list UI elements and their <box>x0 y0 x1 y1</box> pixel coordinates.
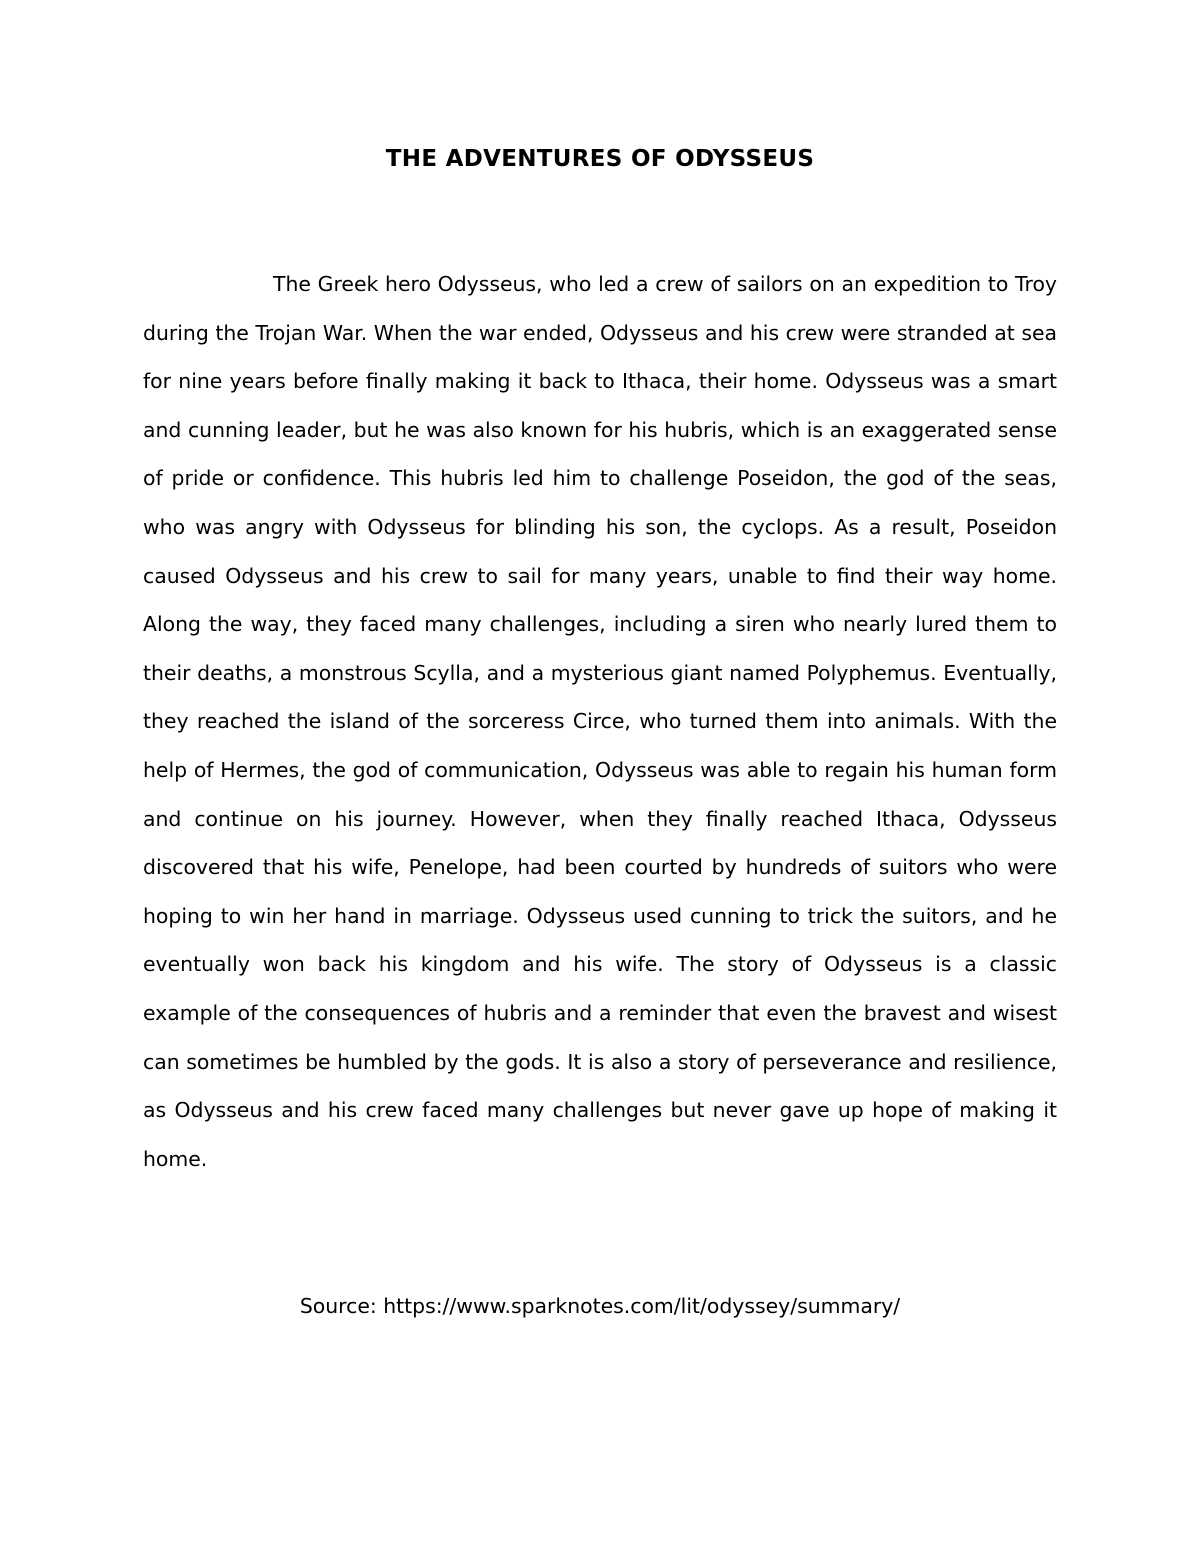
body-paragraph: The Greek hero Odysseus, who led a crew of sailors on an expedition to Troy during the Trojan War. When the war ended, Odysseus and his crew were stranded at sea for nine years before finally making it back to Ithaca, their home. Odysseus was a smart and cunning leader, but he was also known for his hubris, which is an exaggerated sense of pride or confidence. This hubris led him to challenge Poseidon, the god of the seas, who was angry with Odysseus for blinding his son, the cyclops. As a result, Poseidon caused Odysseus and his crew to sail for many years, unable to find their way home. Along the way, they faced many challenges, including a siren who nearly lured them to their deaths, a monstrous Scylla, and a mysterious giant named Polyphemus. Eventually, they reached the island of the sorceress Circe, who turned them into animals. With the help of Hermes, the god of communication, Odysseus was able to regain his human form and continue on his journey. However, when they finally reached Ithaca, Odysseus discovered that his wife, Penelope, had been courted by hundreds of suitors who were hoping to win her hand in marriage. Odysseus used cunning to trick the suitors, and he eventually won back his kingdom and his wife. The story of Odysseus is a classic example of the consequences of hubris and a reminder that even the bravest and wisest can sometimes be humbled by the gods. It is also a story of perseverance and resilience, as Odysseus and his crew faced many challenges but never gave up hope of making it home. <box>143 272 1057 1171</box>
source-citation: Source: https://www.sparknotes.com/lit/odyssey/summary/ <box>299 1294 901 1318</box>
document-title: THE ADVENTURES OF ODYSSEUS <box>385 146 815 172</box>
